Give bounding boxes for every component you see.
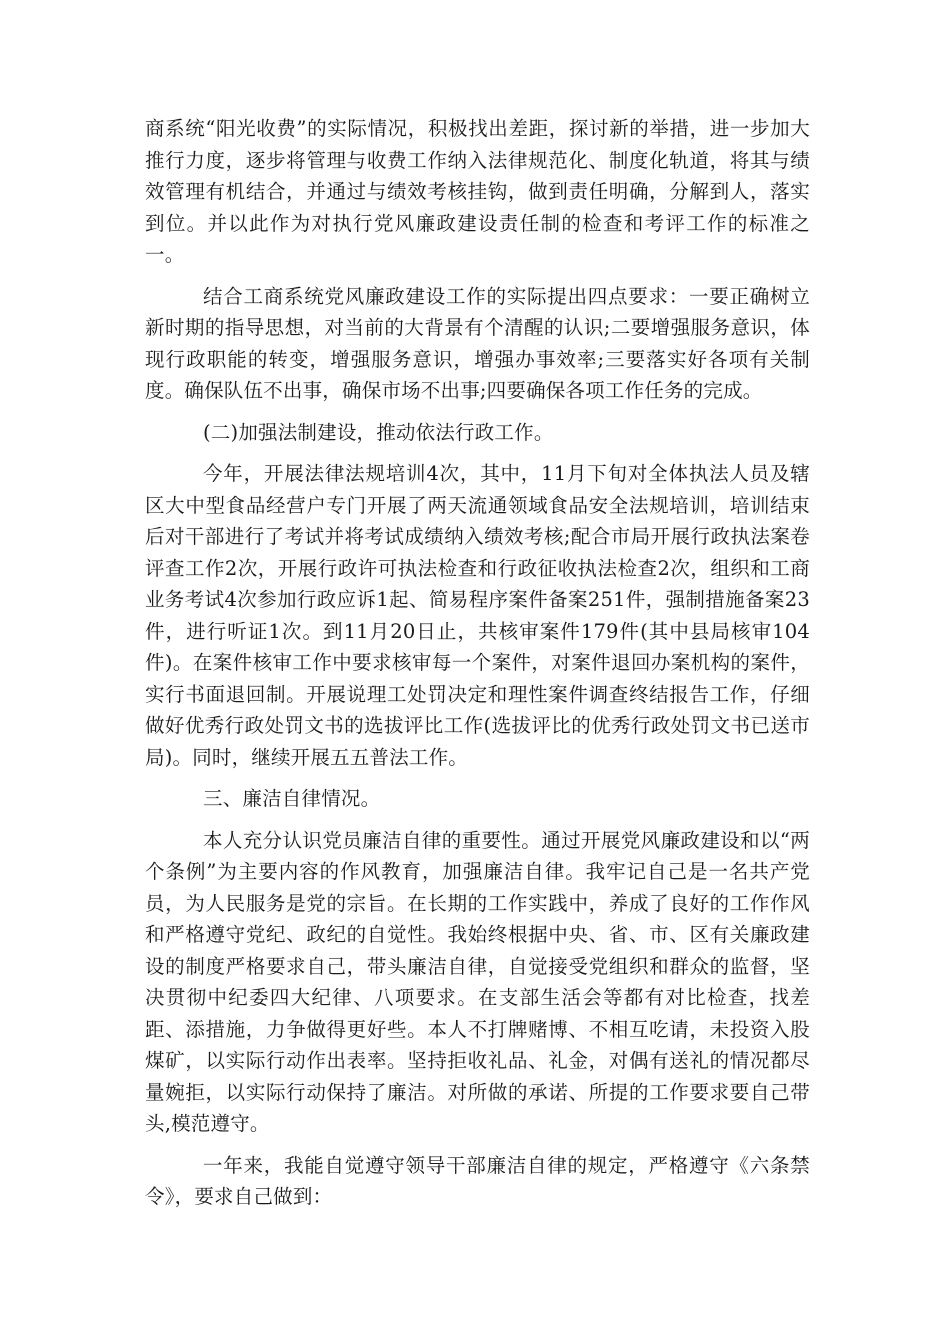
section-heading-integrity: 三、廉洁自律情况。: [203, 787, 381, 810]
paragraph-integrity: 本人充分认识党员廉洁自律的重要性。通过开展党风廉政建设和以“两个条例”为主要内容的作风教育，加强廉洁自律。我牢记自己是一名共产党员，为人民服务是党的宗旨。在长期的工作实践中，养成了良好的工作作风和严格遵守党纪、政纪的自觉性。我始终根据中央、省、市、区有关廉政建设的制度严格要求自己，带头廉洁自律，自觉接受党组织和群众的监督，坚决贯彻中纪委四大纪律、八项要求。在支部生活会等都有对比检查，找差距、添措施，力争做得更好些。本人不打牌赌博、不相互吃请，未投资入股煤矿，以实际行动作出表率。坚持拒收礼品、礼金，对偶有送礼的情况都尽量婉拒，以实际行动保持了廉洁。对所做的承诺、所提的工作要求要自己带头,模范遵守。: [145, 828, 810, 1135]
paragraph-legal-training: 今年，开展法律法规培训4次，其中，11月下旬对全体执法人员及辖区大中型食品经营户专门开展了两天流通领域食品安全法规培训，培训结束后对干部进行了考试并将考试成绩纳入绩效考核;配合市局开展行政执法案卷评查工作2次，开展行政许可执法检查和行政征收执法检查2次，组织和工商业务考试4次参加行政应诉1起、简易程序案件备案251件，强制措施备案23件，进行听证1次。到11月20日止，共核审案件179件(其中县局核审104件)。在案件核审工作中要求核审每一个案件，对案件退回办案机构的案件，实行书面退回制。开展说理工处罚决定和理性案件调查终结报告工作，仔细做好优秀行政处罚文书的选拔评比工作(选拔评比的优秀行政处罚文书已送市局)。同时，继续开展五五普法工作。: [145, 462, 810, 769]
section-heading-legal: (二)加强法制建设，推动依法行政工作。: [203, 420, 554, 444]
paragraph-continuation: 商系统“阳光收费”的实际情况，积极找出差距，探讨新的举措，进一步加大推行力度，逐步将管理与收费工作纳入法律规范化、制度化轨道，将其与绩效管理有机结合，并通过与绩效考核挂钩，做到责任明确，分解到人，落实到位。并以此作为对执行党风廉政建设责任制的检查和考评工作的标准之一。: [145, 117, 810, 266]
paragraph-six-prohibitions: 一年来，我能自觉遵守领导干部廉洁自律的规定，严格遵守《六条禁令》，要求自己做到：: [145, 1153, 810, 1208]
document-body: [145, 113, 810, 1223]
paragraph-requirements: 结合工商系统党风廉政建设工作的实际提出四点要求：一要正确树立新时期的指导思想，对当前的大背景有个清醒的认识;二要增强服务意识，体现行政职能的转变，增强服务意识，增强办事效率;三要落实好各项有关制度。确保队伍不出事，确保市场不出事;四要确保各项工作任务的完成。: [145, 284, 810, 402]
